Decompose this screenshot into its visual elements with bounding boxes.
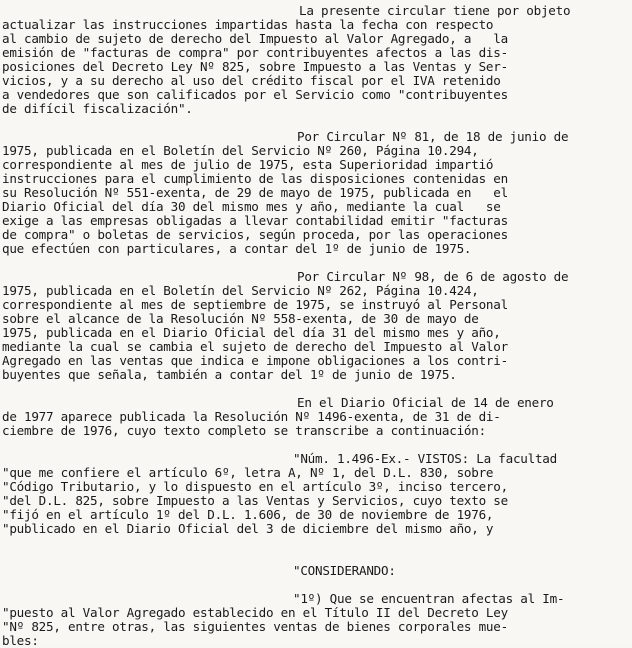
text-line: Por Circular Nº 98, de 6 de agosto de <box>297 269 569 284</box>
text-line: vicios, y a su derecho al uso del crédito fiscal por el IVA retenido <box>2 73 501 88</box>
text-line: 1975, publicada en el Boletín del Servicio Nº 262, Página 10.424, <box>2 283 479 298</box>
text-line: de 1977 aparece publicada la Resolución Nº 1496-exenta, de 31 de di- <box>2 409 501 424</box>
text-line: bles: <box>2 633 39 648</box>
text-line: "del D.L. 825, sobre Impuesto a las Ventas y Servicios, cuyo texto se <box>2 493 508 508</box>
text-line: "1º) Que se encuentran afectas al Im- <box>293 591 565 606</box>
text-line: mediante la cual se cambia el sujeto de derecho del Impuesto al Valor <box>2 339 508 354</box>
text-line: Por Circular Nº 81, de 18 de junio de <box>297 129 569 144</box>
text-line: al cambio de sujeto de derecho del Impuesto al Valor Agregado, a la <box>2 31 508 46</box>
text-line: buyentes que señala, también a contar del 1º de junio de 1975. <box>2 367 457 382</box>
text-line: "fijó en el artículo 1º del D.L. 1.606, de 30 de noviembre de 1976, <box>2 507 494 522</box>
text-line: instrucciones para el cumplimiento de las disposiciones contenidas en <box>2 171 508 186</box>
text-line: correspondiente al mes de julio de 1975, esta Superioridad impartió <box>2 157 494 172</box>
text-line: "Nº 825, entre otras, las siguientes ventas de bienes corporales mue- <box>2 619 508 634</box>
text-line: "Código Tributario, y lo dispuesto en el artículo 3º, inciso tercero, <box>2 479 508 494</box>
text-line: "que me confiere el artículo 6º, letra A, Nº 1, del D.L. 830, sobre <box>2 465 494 480</box>
text-line: correspondiente al mes de septiembre de 1975, se instruyó al Personal <box>2 297 508 312</box>
text-line: "Núm. 1.496-Ex.- VISTOS: La facultad <box>293 451 557 466</box>
text-line: ciembre de 1976, cuyo texto completo se transcribe a continuación: <box>2 423 486 438</box>
text-line: emisión de "facturas de compra" por contribuyentes afectos a las dis- <box>2 45 508 60</box>
text-line: Agregado en las ventas que indica e impone obligaciones a los contri- <box>2 353 508 368</box>
text-line: "CONSIDERANDO: <box>293 563 396 578</box>
text-line: "publicado en el Diario Oficial del 3 de diciembre del mismo año, y <box>2 521 494 536</box>
text-line: sobre el alcance de la Resolución Nº 558-exenta, de 30 de mayo de <box>2 311 479 326</box>
text-line: a vendedores que son calificados por el Servicio como "contribuyentes <box>2 87 508 102</box>
text-line: Diario Oficial del día 30 del mismo mes y año, mediante la cual se <box>2 199 501 214</box>
text-line: 1975, publicada en el Boletín del Servicio Nº 260, Página 10.294, <box>2 143 479 158</box>
text-line: que efectúen con particulares, a contar del 1º de junio de 1975. <box>2 241 472 256</box>
text-line: de difícil fiscalización". <box>2 101 193 116</box>
text-line: "puesto al Valor Agregado establecido en el Título II del Decreto Ley <box>2 605 508 620</box>
text-line: de compra" o boletas de servicios, según proceda, por las operaciones <box>2 227 508 242</box>
text-line: La presente circular tiene por objeto <box>299 3 571 18</box>
text-line: su Resolución Nº 551-exenta, de 29 de mayo de 1975, publicada en el <box>2 185 508 200</box>
text-line: exige a las empresas obligadas a llevar contabilidad emitir "facturas <box>2 213 508 228</box>
text-line: En el Diario Oficial de 14 de enero <box>297 395 554 410</box>
text-line: 1975, publicada en el Diario Oficial del día 31 del mismo mes y año, <box>2 325 501 340</box>
text-line: actualizar las instrucciones impartidas hasta la fecha con respecto <box>2 17 494 32</box>
text-line: posiciones del Decreto Ley Nº 825, sobre Impuesto a las Ventas y Ser- <box>2 59 508 74</box>
